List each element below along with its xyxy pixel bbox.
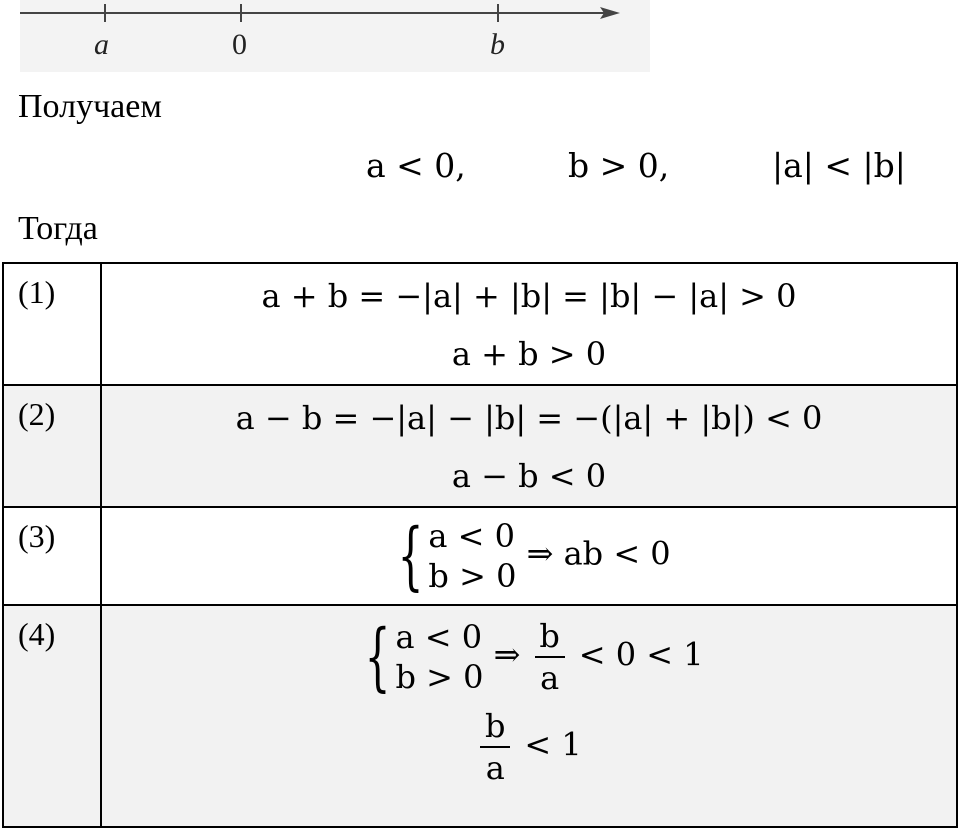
condition-a: a < 0,	[366, 146, 466, 185]
tick-label-zero: 0	[232, 28, 247, 61]
fraction-numerator: b	[484, 707, 506, 745]
step-row-3	[3, 507, 957, 605]
inequality-tail: < 1	[524, 725, 582, 764]
number-line	[20, 0, 650, 72]
step-number: (3)	[3, 507, 101, 605]
fraction-denominator: a	[485, 749, 505, 787]
inequality-tail: < 0 < 1	[578, 635, 704, 674]
brace-symbol: {	[364, 614, 391, 700]
step-body	[101, 263, 957, 385]
equation: a − b < 0	[451, 457, 607, 495]
step-row-4	[3, 605, 957, 827]
step-number: (4)	[3, 605, 101, 827]
equation: a + b > 0	[451, 335, 607, 373]
implication: ⇒ ab < 0	[526, 534, 671, 573]
fraction-numerator: b	[539, 617, 560, 655]
system-line: b > 0	[395, 658, 484, 696]
brace-symbol: {	[397, 513, 424, 599]
conditions	[0, 146, 960, 196]
equation: a − b = −|a| − |b| = −(|a| + |b|) < 0	[235, 399, 823, 437]
text-obtain: Получаем	[18, 88, 162, 125]
step-body	[101, 507, 957, 605]
implication-line	[102, 616, 956, 698]
condition-abs: |a| < |b|	[772, 146, 906, 185]
text-then: Тогда	[18, 210, 98, 247]
step-row-2	[3, 385, 957, 507]
equation-system	[387, 513, 517, 599]
condition-b: b > 0,	[568, 146, 670, 185]
system-line: a < 0	[428, 517, 516, 555]
fraction	[480, 706, 510, 788]
step-number: (1)	[3, 263, 101, 385]
implies-arrow: ⇒	[493, 635, 521, 674]
equation-system	[354, 614, 484, 700]
step-number: (2)	[3, 385, 101, 507]
steps-table	[2, 262, 958, 828]
system-line: a < 0	[395, 618, 483, 656]
step-body	[101, 605, 957, 827]
step-row-1	[3, 263, 957, 385]
fraction	[535, 616, 565, 698]
tick-label-a: a	[94, 28, 109, 61]
number-line-figure	[20, 0, 650, 72]
system-line: b > 0	[428, 557, 517, 595]
step-body	[101, 385, 957, 507]
equation: a + b = −|a| + |b| = |b| − |a| > 0	[261, 277, 797, 315]
fraction-denominator: a	[540, 659, 560, 697]
final-inequality	[102, 706, 956, 788]
tick-label-b: b	[490, 28, 505, 61]
